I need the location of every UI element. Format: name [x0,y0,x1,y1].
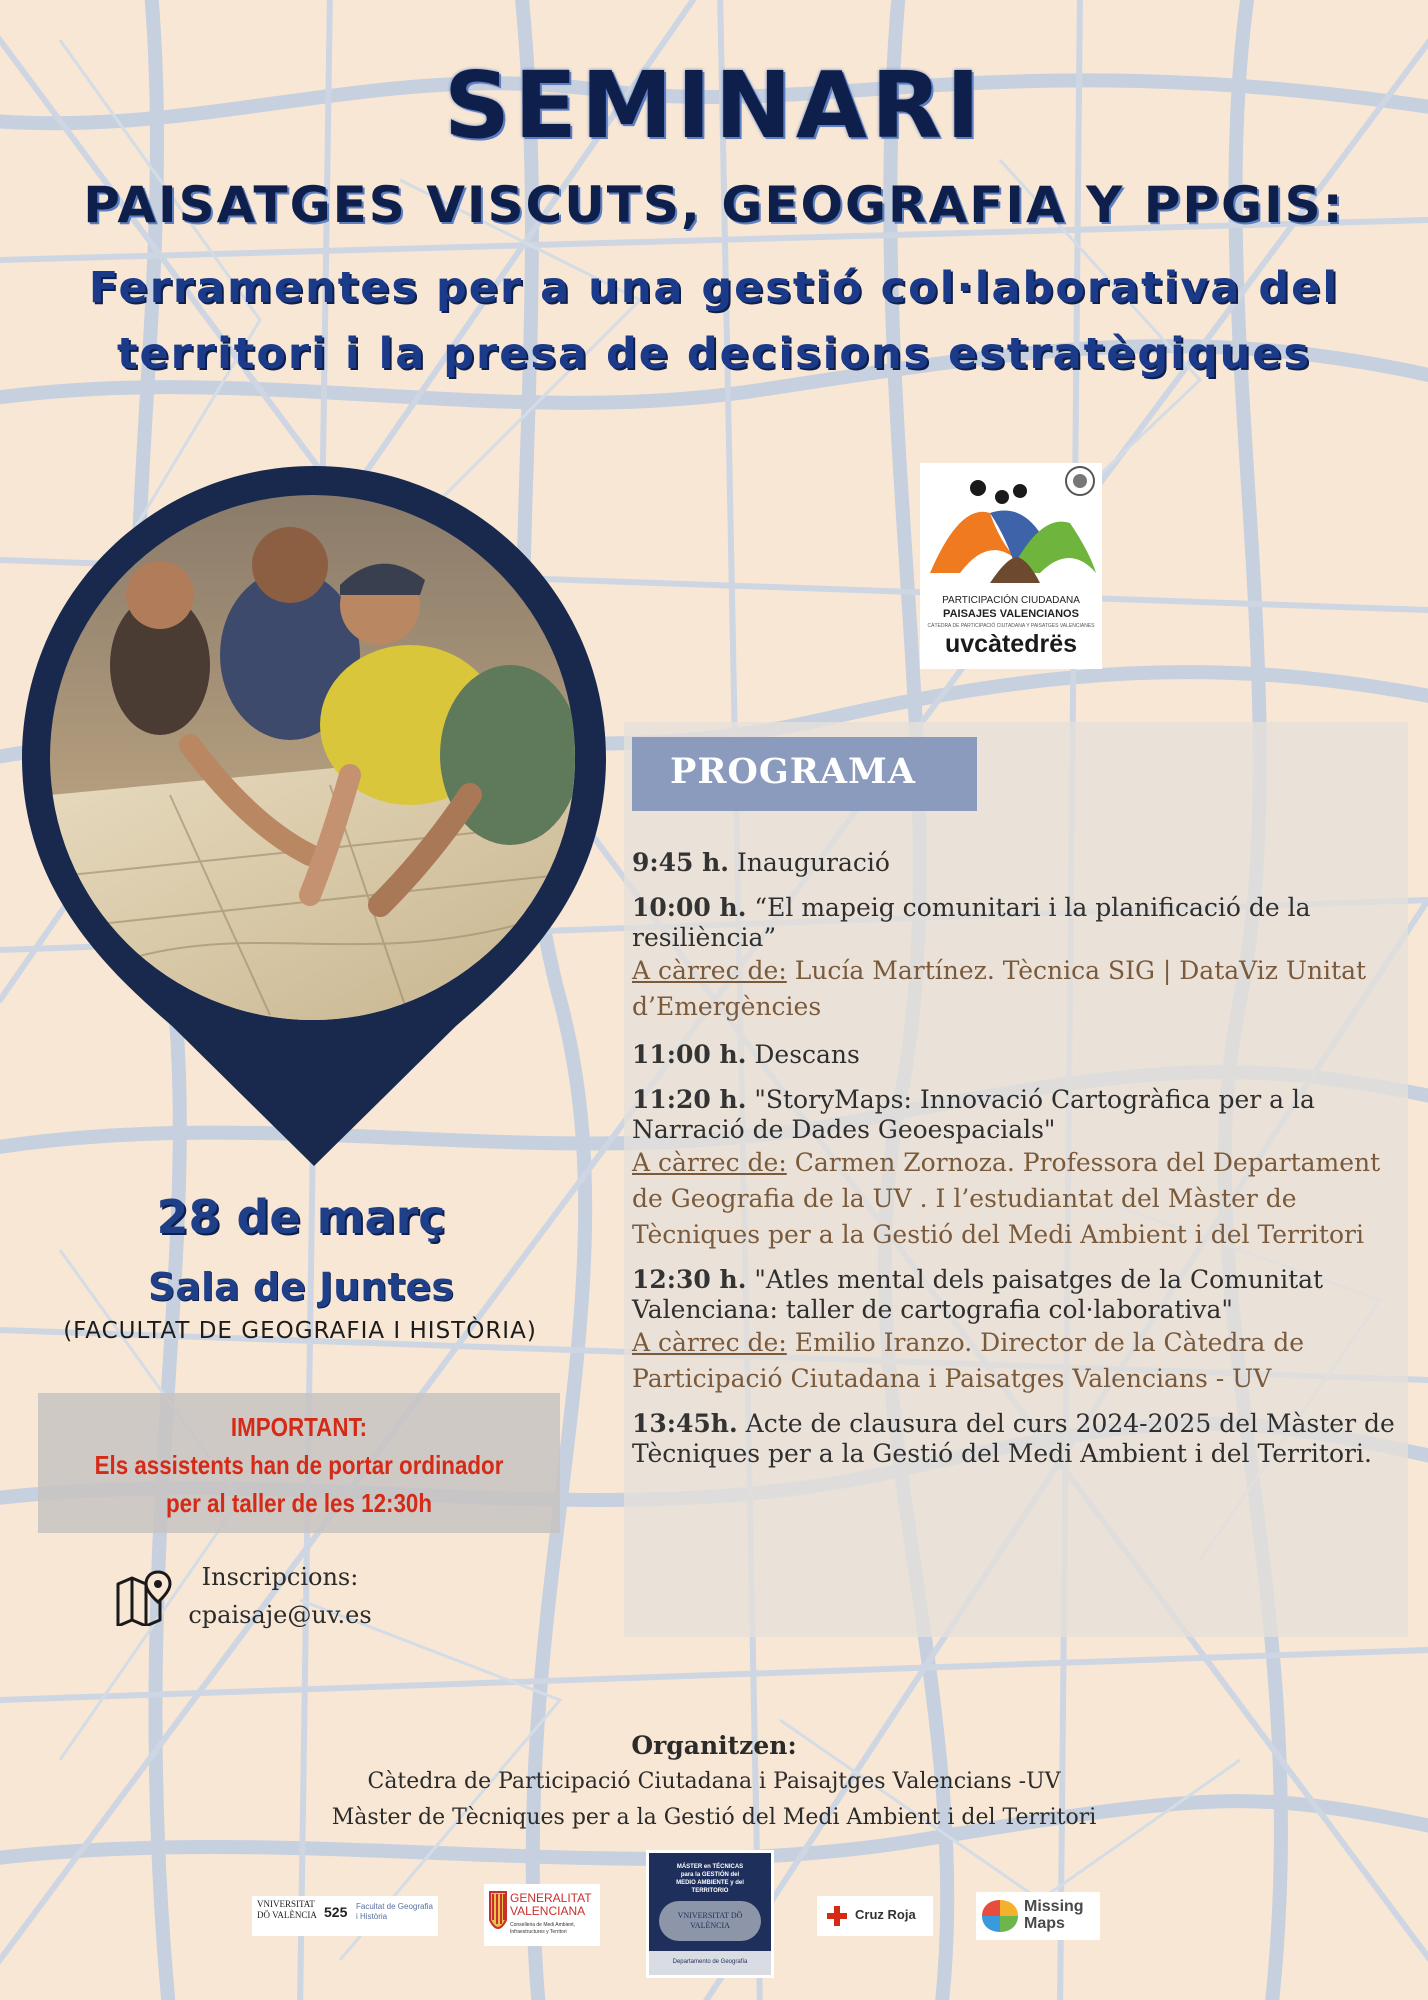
speaker-label: A càrrec de: [632,1148,787,1177]
master-line-3: MEDIO AMBIENTE y del [676,1880,744,1886]
participation-logo-icon [920,463,1102,593]
speaker-name: Lucía Martínez. Tècnica SIG | DataViz Unitat d’Emergències [632,956,1367,1021]
seminar-title: SEMINARI [443,52,985,159]
important-notice [75,1408,524,1522]
important-label: IMPORTANT: [230,1412,368,1442]
missing-maps-name-2: Maps [1024,1915,1065,1932]
master-line-1: MÁSTER en TÉCNICAS [676,1864,744,1870]
program-time: 13:45h. [632,1409,738,1438]
event-faculty: (FACULTAT DE GEOGRAFIA I HISTÒRIA) [63,1318,537,1344]
organizers [0,1728,1428,1836]
uv-badge: 525 [324,1904,348,1920]
program-item [632,1085,1402,1253]
logo-brand: uvcàtedrës [944,630,1078,658]
uv-name: VNIVERSITAT DÖ VALÈNCIA [257,1899,317,1920]
seminar-description [40,255,1388,387]
missing-maps-logo [976,1892,1100,1940]
speaker-label: A càrrec de: [632,1328,787,1357]
program-item [632,1409,1402,1469]
missing-maps-icon [980,1898,1020,1934]
program-title: Acte de clausura del curs 2024-2025 del Màster de Tècniques per a la Gestió del Medi Ambient i del Territori. [632,1409,1395,1468]
gva-name-1: GENERALITAT [510,1891,592,1905]
organizers-heading: Organitzen: [631,1731,797,1760]
master-logo [646,1850,774,1978]
inscriptions [180,1558,380,1634]
inscriptions-email[interactable]: cpaisaje@uv.es [188,1601,372,1629]
cruz-roja-logo [817,1896,933,1936]
program-time: 12:30 h. [632,1265,747,1294]
map-location-icon [114,1570,172,1626]
program-time: 9:45 h. [632,848,729,877]
program-time: 11:20 h. [632,1085,747,1114]
uv-geography-logo [252,1896,438,1936]
program-title: “El mapeig comunitari i la planificació de la resiliència” [632,893,1311,952]
important-line-1: Els assistents han de portar ordinador [94,1450,504,1480]
event-date: 28 de març [156,1190,446,1244]
logo-line-1: PARTICIPACIÓN CIUDADANA [942,595,1080,606]
logo-line-3: CÀTEDRA DE PARTICIPACIÓ CIUTADANA Y PAISATGES VALENCIANES [927,623,1095,629]
program-list [632,845,1402,1481]
red-cross-icon [827,1906,847,1926]
master-line-4: TERRITORIO [691,1888,729,1894]
program-title: "Atles mental dels paisatges de la Comunitat Valenciana: taller de cartografia col·laborativa" [632,1265,1324,1324]
program-time: 11:00 h. [632,1040,747,1069]
program-item [632,1037,1402,1073]
important-line-2: per al taller de les 12:30h [166,1488,432,1518]
program-time: 10:00 h. [632,893,747,922]
generalitat-shield-icon [488,1890,508,1938]
workshop-photo [50,495,575,1020]
cruz-roja-name: Cruz Roja [855,1907,916,1922]
program-item [632,893,1402,1025]
program-item [632,1265,1402,1397]
description-line-1: Ferramentes per a una gestió col·laborativa del [88,263,1340,313]
generalitat-logo [484,1884,600,1946]
event-venue: Sala de Juntes [148,1265,454,1309]
master-line-2: para la GESTIÓN del [680,1872,740,1878]
description-line-2: territori i la presa de decisions estratègiques [116,329,1312,379]
uv-faculty: Facultat de Geografia i Història [356,1902,433,1921]
program-title: Inauguració [736,848,890,877]
organizer-line-1: Càtedra de Participació Ciutadana i Paisajtges Valencians -UV [367,1769,1061,1794]
inscriptions-label: Inscripcions: [201,1563,359,1591]
program-item [632,845,1402,881]
missing-maps-name-1: Missing [1024,1898,1084,1915]
master-dept: Departamento de Geografía [649,1951,771,1975]
speaker-name: Emilio Iranzo. Director de la Càtedra de Participació Ciutadana i Paisatges Valencians - UV [632,1328,1305,1393]
program-title: "StoryMaps: Innovació Cartogràfica per a la Narració de Dades Geoespacials" [632,1085,1315,1144]
gva-dept: Conselleria de Medi Ambient, Infraestructures y Territori [510,1922,576,1935]
organizer-line-2: Màster de Tècniques per a la Gestió del Medi Ambient i del Territori [331,1805,1097,1830]
logo-line-2: PAISAJES VALENCIANOS [943,608,1079,620]
program-heading: PROGRAMA [632,737,977,811]
seminar-subtitle: PAISATGES VISCUTS, GEOGRAFIA Y PPGIS: [83,176,1345,234]
photo-illustration [50,495,575,1020]
master-uv: VNIVERSITAT DÖ VALÈNCIA [677,1911,743,1930]
catedra-logo [920,463,1102,669]
gva-name-2: VALENCIANA [510,1904,586,1918]
speaker-name: Carmen Zornoza. Professora del Departament de Geografia de la UV . I l’estudiantat del Màster de Tècniques per a la Gestió del Medi Ambient i del Territori [632,1148,1381,1249]
speaker-label: A càrrec de: [632,956,787,985]
program-title: Descans [754,1040,860,1069]
